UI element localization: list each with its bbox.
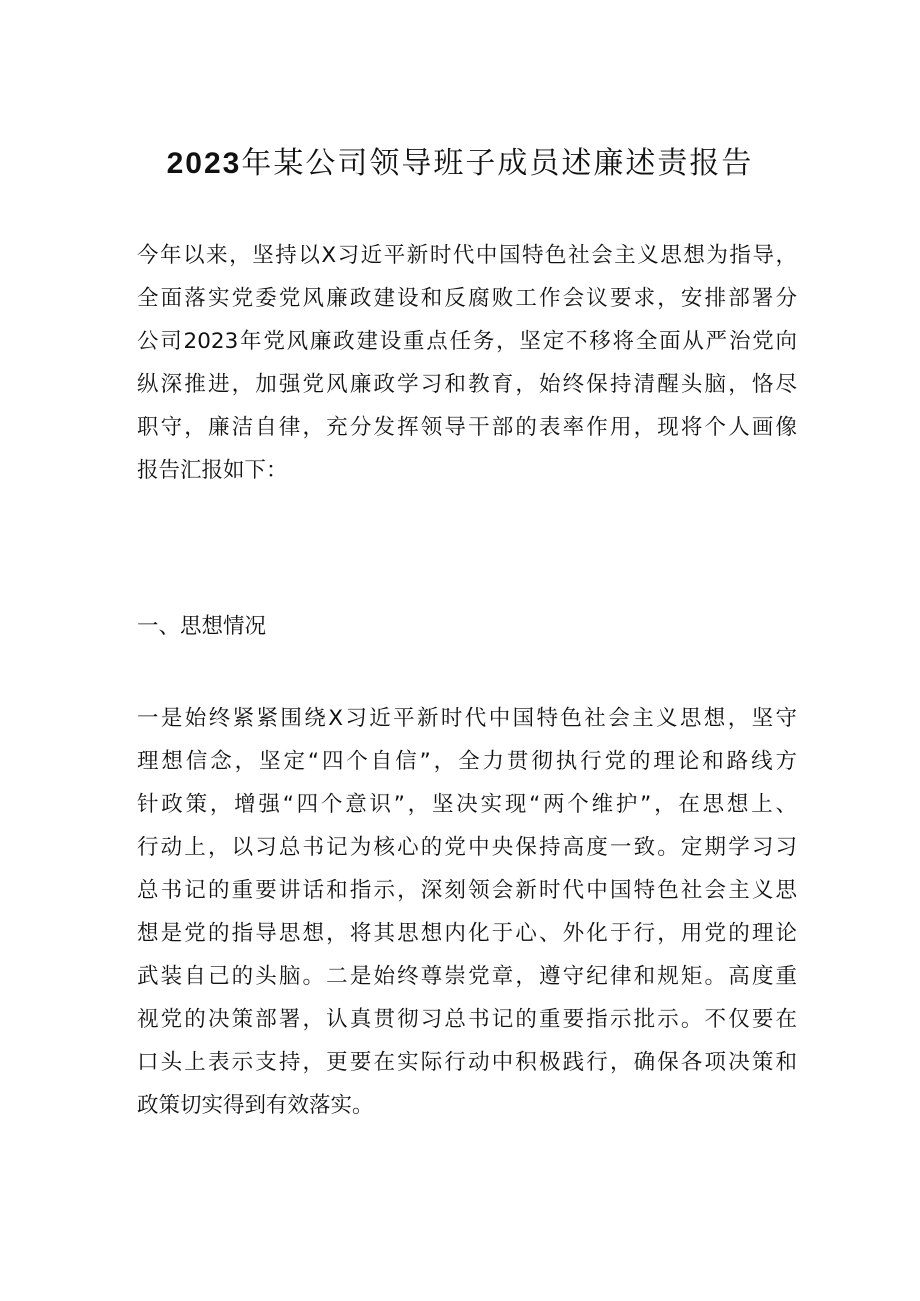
paragraph-line: 想是党的指导思想，将其思想内化于心、外化于行，用党的理论 — [137, 921, 797, 946]
paragraph-line: 武装自己的头脑。二是始终尊崇党章，遵守纪律和规矩。高度重 — [137, 964, 797, 989]
paragraph-line: 职守，廉洁自律，充分发挥领导干部的表率作用，现将个人画像 — [137, 415, 797, 440]
section-heading — [137, 605, 797, 648]
paragraph-line: 总书记的重要讲话和指示，深刻领会新时代中国特色社会主义思 — [137, 878, 797, 903]
paragraph-line: 理想信念，坚定“四个自信”，全力贯彻执行党的理论和路线方 — [137, 749, 797, 774]
paragraph-line: 今年以来，坚持以X习近平新时代中国特色社会主义思想为指导， — [137, 243, 797, 268]
paragraph-line: 视党的决策部署，认真贯彻习总书记的重要指示批示。不仅要在 — [137, 1007, 797, 1032]
paragraph-line: 针政策，增强“四个意识”，坚决实现“两个维护”，在思想上、 — [137, 792, 797, 817]
title-text: 年某公司领导班子成员述廉述责报告 — [241, 146, 754, 181]
intro-paragraph — [137, 234, 797, 492]
paragraph-line: 公司2023年党风廉政建设重点任务，坚定不移将全面从严治党向 — [137, 329, 797, 354]
paragraph-line: 全面落实党委党风廉政建设和反腐败工作会议要求，安排部署分 — [137, 286, 797, 311]
paragraph-line: 口头上表示支持，更要在实际行动中积极践行，确保各项决策和 — [137, 1050, 797, 1075]
section-paragraph — [137, 697, 797, 1127]
section-heading-text: 一、思想情况 — [137, 614, 267, 639]
document-title — [0, 138, 920, 182]
paragraph-line: 行动上，以习总书记为核心的党中央保持高度一致。定期学习习 — [137, 835, 797, 860]
paragraph-line: 报告汇报如下： — [137, 458, 288, 483]
title-year: 2023 — [166, 147, 242, 180]
paragraph-line: 一是始终紧紧围绕X习近平新时代中国特色社会主义思想，坚守 — [137, 706, 797, 731]
paragraph-line: 纵深推进，加强党风廉政学习和教育，始终保持清醒头脑，恪尽 — [137, 372, 797, 397]
paragraph-line: 政策切实得到有效落实。 — [137, 1093, 374, 1118]
